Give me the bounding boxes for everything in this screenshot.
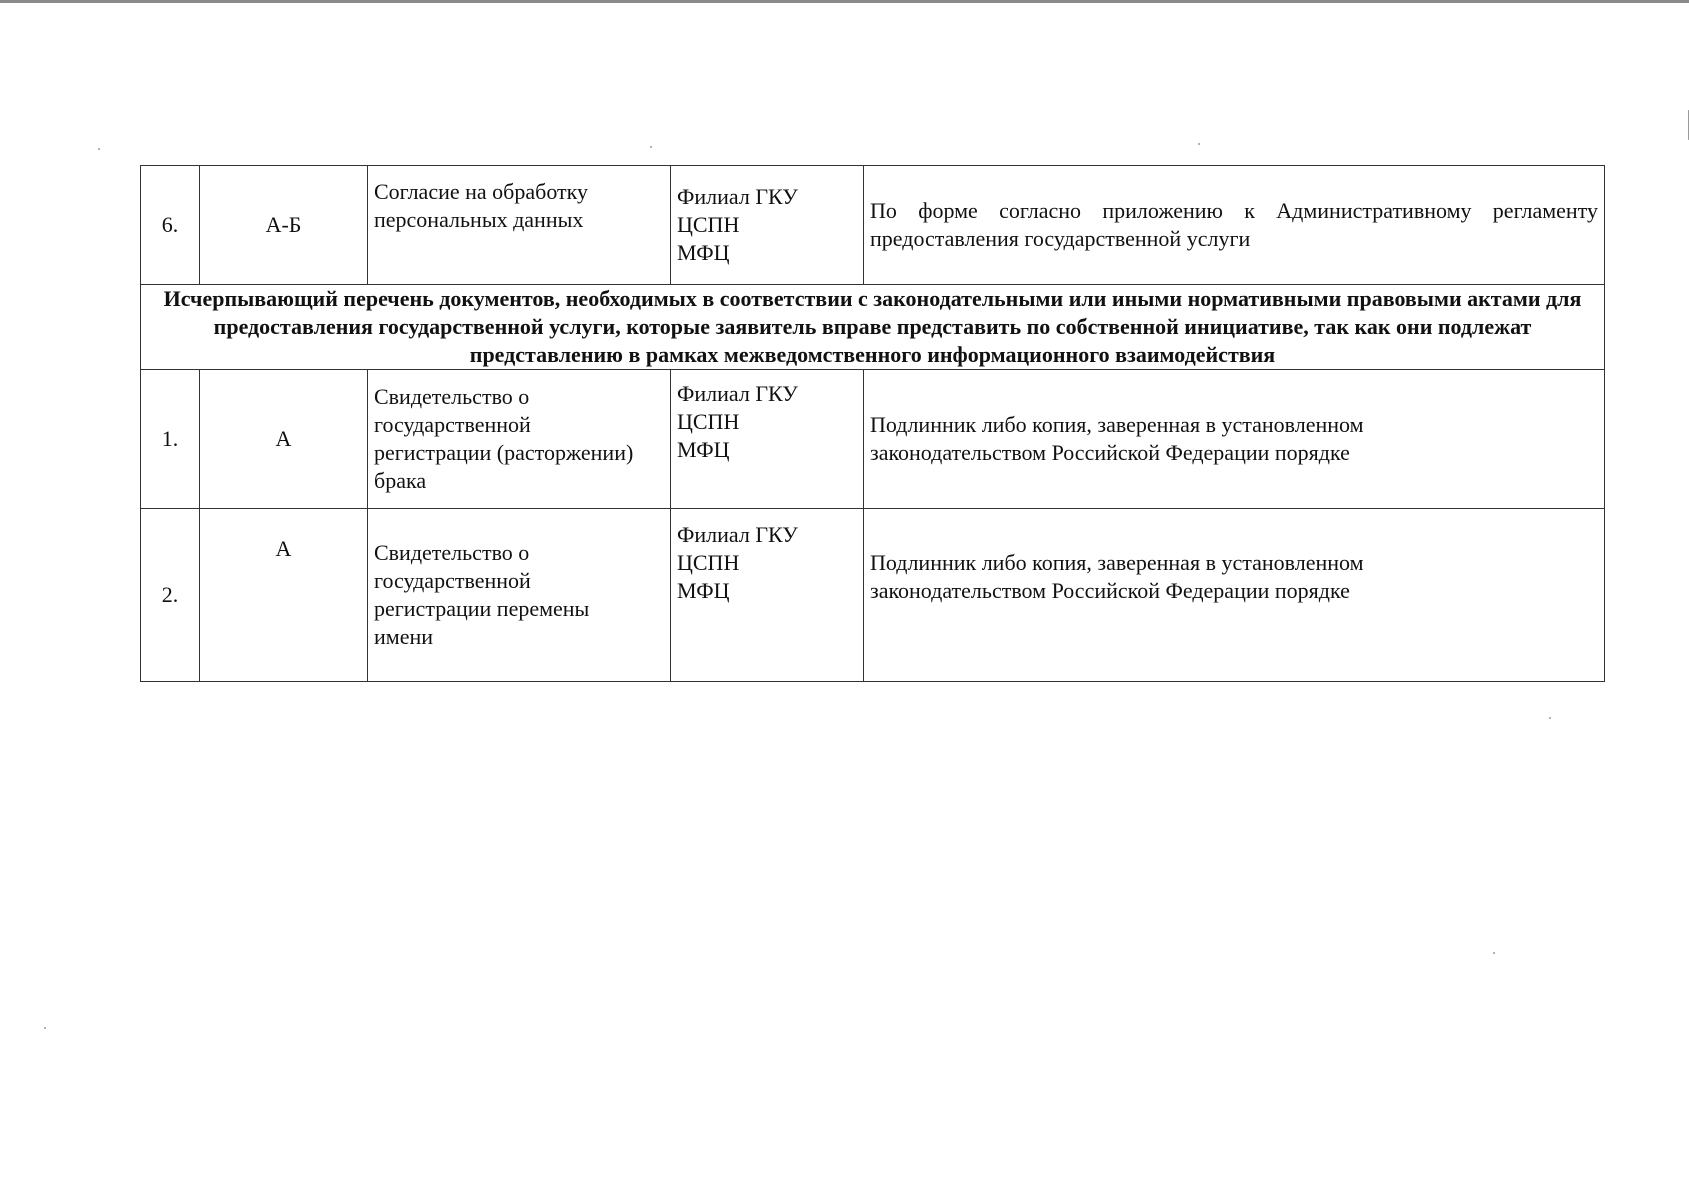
document-line: Свидетельство о bbox=[374, 384, 530, 409]
scan-speck bbox=[1549, 717, 1551, 719]
provider-line: ЦСПН bbox=[677, 409, 740, 434]
requirement-text: По форме согласно приложению к Административному регламенту предоставления государственной услуги bbox=[864, 166, 1605, 285]
document-line: регистрации (расторжении) bbox=[374, 440, 634, 465]
row-number: 2. bbox=[141, 509, 200, 682]
requirement-line: законодательством Российской Федерации порядке bbox=[870, 578, 1350, 603]
row-number: 6. bbox=[141, 166, 200, 285]
provider-cell bbox=[671, 370, 864, 509]
provider-cell bbox=[671, 509, 864, 682]
provider-line: МФЦ bbox=[677, 240, 730, 265]
provider-line: МФЦ bbox=[677, 437, 730, 462]
scan-speck bbox=[1198, 143, 1200, 145]
provider-line: МФЦ bbox=[677, 578, 730, 603]
table-row bbox=[141, 509, 1605, 682]
document-line: государственной bbox=[374, 412, 531, 437]
document-line: государственной bbox=[374, 568, 531, 593]
requirement-text bbox=[864, 509, 1605, 682]
provider-line: Филиал ГКУ bbox=[677, 522, 798, 547]
documents-table bbox=[140, 165, 1605, 682]
provider-line: Филиал ГКУ bbox=[677, 381, 798, 406]
document-name bbox=[368, 509, 671, 682]
table-row bbox=[141, 370, 1605, 509]
document-line: брака bbox=[374, 468, 427, 493]
scan-speck bbox=[98, 148, 100, 150]
applicant-category: А bbox=[200, 509, 368, 682]
document-name: Согласие на обработку персональных данных bbox=[368, 166, 671, 285]
applicant-category: А-Б bbox=[200, 166, 368, 285]
document-line: регистрации перемены bbox=[374, 596, 590, 621]
provider-line: ЦСПН bbox=[677, 550, 740, 575]
provider-cell bbox=[671, 166, 864, 285]
section-heading: Исчерпывающий перечень документов, необходимых в соответствии с законодательными или иными нормативными правовыми актами для предоставления государственной услуги, которые заявитель вправе представить по собственной инициативе, так как они подлежат представлению в рамках межведомственного информационного взаимодействия bbox=[141, 285, 1605, 370]
scan-speck bbox=[650, 146, 652, 148]
scan-speck bbox=[44, 1027, 46, 1029]
document-line: Свидетельство о bbox=[374, 540, 530, 565]
scan-top-edge bbox=[0, 0, 1689, 3]
requirement-line: Подлинник либо копия, заверенная в установленном bbox=[870, 412, 1364, 437]
document-line: имени bbox=[374, 624, 434, 649]
row-number: 1. bbox=[141, 370, 200, 509]
requirement-line: Подлинник либо копия, заверенная в установленном bbox=[870, 550, 1364, 575]
section-heading-row bbox=[141, 285, 1605, 370]
scan-speck bbox=[1493, 952, 1495, 954]
applicant-category: А bbox=[200, 370, 368, 509]
document-name bbox=[368, 370, 671, 509]
requirement-text bbox=[864, 370, 1605, 509]
requirement-line: законодательством Российской Федерации порядке bbox=[870, 440, 1350, 465]
provider-line: Филиал ГКУ bbox=[677, 184, 798, 209]
table-row bbox=[141, 166, 1605, 285]
provider-line: ЦСПН bbox=[677, 212, 740, 237]
